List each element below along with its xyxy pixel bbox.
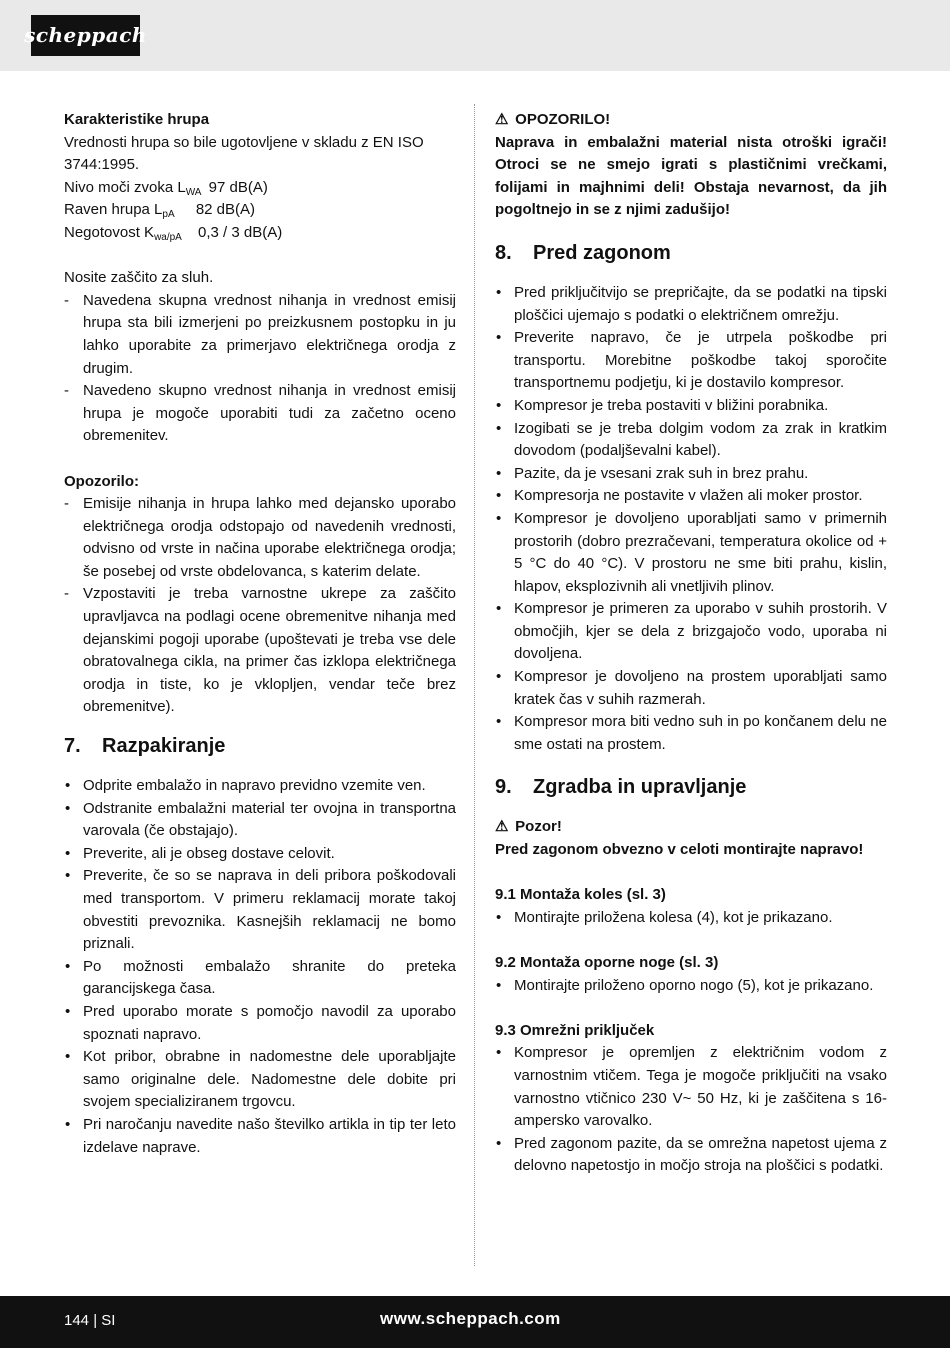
left-column — [64, 109, 456, 1159]
list-item: • Kompresor je dovoljeno uporabljati samo v primernih prostorih (dobro prezračevani, temperatura okolice od + 5 °C do 40 °C). V prostoru ne sme biti prahu, kislin, hlapov, eksplozivnih ali vnetljivih plinov. — [495, 508, 887, 598]
list-item: • Po možnosti embalažo shranite do preteka garancijskega časa. — [64, 956, 456, 1001]
section-9-heading — [495, 774, 887, 800]
list-item: - Navedeno skupno vrednost nihanja in vrednost emisij hrupa je mogoče uporabiti tudi za začetno oceno obremenitev. — [64, 380, 456, 448]
noise-sub: pA — [162, 209, 175, 221]
scheppach-logo: scheppach — [31, 15, 140, 56]
noise-sub: WA — [185, 186, 202, 198]
mains-connection-list — [495, 1042, 887, 1178]
warning-triangle-icon: ⚠ — [495, 111, 509, 128]
section-title: Razpakiranje — [102, 735, 226, 758]
noise-label: Nivo moči zvoka L — [64, 178, 186, 196]
list-item: • Kompresorja ne postavite v vlažen ali moker prostor. — [495, 485, 887, 508]
list-item: - Emisije nihanja in hrupa lahko med dejansko uporabo električnega orodja odstopajo od navedenih vrednosti, odvisno od vrste in načina uporabe električnega orodja; še posebej od vrste obdelovanca, s katerim delate. — [64, 493, 456, 583]
list-item: • Pred uporabo morate s pomočjo navodil za uporabo spoznati napravo. — [64, 1001, 456, 1046]
list-item: • Kompresor je opremljen z električnim vodom z varnostnim vtičem. Tega je mogoče priključiti na vsako varnostno vtičnico 230 V~ 50 Hz, ki je zaščitena s 16-ampersko varovalko. — [495, 1042, 887, 1132]
page-number: 144 | SI — [64, 1312, 116, 1329]
noise-title: Karakteristike hrupa — [64, 111, 210, 128]
list-item: • Pazite, da je vsesani zrak suh in brez prahu. — [495, 463, 887, 486]
warning-list — [64, 493, 456, 719]
noise-row-pressure — [64, 199, 456, 222]
noise-sub: wa/pA — [154, 231, 182, 243]
list-item: • Izogibati se je treba dolgim vodom za zrak in kratkim dovodom (podaljševalni kabel). — [495, 418, 887, 463]
list-item: • Kompresor je primeren za uporabo v suhih prostorih. V območjih, kjer se dela z brizgajočo vodo, uporaba ni dovoljena. — [495, 598, 887, 666]
footer-band — [0, 1296, 950, 1348]
list-item: • Kot pribor, obrabne in nadomestne dele uporabljajte samo originalne dele. Nadomestne dele dobite pri svojem specializiranem trgovcu. — [64, 1046, 456, 1114]
list-item: - Vzpostaviti je treba varnostne ukrepe za zaščito upravljavca na podlagi ocene obremenitve nihanja med dejanskimi pogoji uporabe (upoštevati je treba vse dele obratovalnega cikla, na primer čas izklopa električnega orodja in tiste, ko je vklopljen, vendar teče brez obremenitve). — [64, 583, 456, 719]
support-foot-list — [495, 975, 887, 998]
subsection-9-1-title: 9.1 Montaža koles (sl. 3) — [495, 886, 666, 904]
section-8-heading — [495, 240, 887, 266]
noise-row-uncertainty — [64, 222, 456, 245]
caution-title: OPOZORILO! — [515, 111, 611, 128]
list-item: • Montirajte priložena kolesa (4), kot je prikazano. — [495, 907, 887, 930]
noise-row-power — [64, 177, 456, 200]
pozor-heading — [495, 816, 887, 839]
subsection-9-2-title: 9.2 Montaža oporne noge (sl. 3) — [495, 954, 719, 971]
section-title: Pred zagonom — [533, 241, 671, 264]
list-item: • Odstranite embalažni material ter ovojna in transportna varovala (če obstajajo). — [64, 798, 456, 843]
section-number: 9. — [495, 776, 512, 799]
list-item: • Kompresor mora biti vedno suh in po končanem delu ne sme ostati na prostem. — [495, 711, 887, 756]
hearing-protection-note: Nosite zaščito za sluh. — [64, 269, 214, 287]
noise-value: 97 dB(A) — [208, 178, 268, 196]
noise-label: Negotovost K — [64, 223, 155, 241]
warning-triangle-icon: ⚠ — [495, 818, 509, 836]
list-item: - Navedena skupna vrednost nihanja in vrednost emisij hrupa sta bili izmerjeni po preizkusnem postopku in ju lahko uporabite za primerjavo električnega orodja z drugim. — [64, 290, 456, 380]
noise-intro: Vrednosti hrupa so bile ugotovljene v skladu z EN ISO 3744:1995. — [64, 133, 424, 174]
list-item: • Kompresor je treba postaviti v bližini porabnika. — [495, 395, 887, 418]
unpacking-list — [64, 775, 456, 1159]
right-column — [495, 109, 887, 1178]
section-7-heading — [64, 733, 456, 759]
noise-value: 82 dB(A) — [195, 201, 256, 219]
noise-notes-list — [64, 290, 456, 448]
list-item: • Pri naročanju navedite našo številko artikla in tip ter leto izdelave naprave. — [64, 1114, 456, 1159]
list-item: • Kompresor je dovoljeno na prostem uporabljati samo kratek čas v suhih razmerah. — [495, 666, 887, 711]
pozor-text: Pred zagonom obvezno v celoti montirajte napravo! — [495, 841, 864, 859]
section-title: Zgradba in upravljanje — [533, 776, 747, 799]
noise-label: Raven hrupa L — [64, 201, 163, 219]
list-item: • Preverite, ali je obseg dostave celovit. — [64, 843, 456, 866]
subsection-9-3-title: 9.3 Omrežni priključek — [495, 1021, 655, 1039]
website-link[interactable]: www.scheppach.com — [380, 1309, 561, 1328]
pozor-title: Pozor! — [515, 818, 562, 836]
caution-heading — [495, 109, 887, 132]
section-number: 7. — [64, 735, 81, 758]
wheels-list — [495, 907, 887, 930]
list-item: • Montirajte priloženo oporno nogo (5), kot je prikazano. — [495, 975, 887, 998]
list-item: • Odprite embalažo in napravo previdno vzemite ven. — [64, 775, 456, 798]
list-item: • Preverite napravo, če je utrpela poškodbe pri transportu. Morebitne poškodbe takoj sporočite transportnemu podjetju, ki je dostavilo kompresor. — [495, 327, 887, 395]
column-divider — [474, 104, 475, 1266]
warning-title: Opozorilo: — [64, 472, 139, 490]
noise-value: 0,3 / 3 dB(A) — [198, 223, 283, 241]
section-number: 8. — [495, 241, 512, 264]
list-item: • Preverite, če so se naprava in deli pribora poškodovali med transportom. V primeru reklamacij morate takoj obvestiti prevoznika. Kasnejših reklamacij ne bomo priznali. — [64, 865, 456, 955]
caution-text: Naprava in embalažni material nista otroški igrači! Otroci se ne smejo igrati s plastičnimi vrečkami, folijami in majhnimi deli! Obstaja nevarnost, da jih pogoltnejo in se z njimi zadušijo! — [495, 133, 887, 219]
header-band — [0, 0, 950, 71]
list-item: • Pred priključitvijo se prepričajte, da se podatki na tipski ploščici ujemajo s podatki o električnem omrežju. — [495, 282, 887, 327]
before-start-list — [495, 282, 887, 756]
list-item: • Pred zagonom pazite, da se omrežna napetost ujema z delovno napetostjo in močjo stroja na ploščici s podatki. — [495, 1133, 887, 1178]
